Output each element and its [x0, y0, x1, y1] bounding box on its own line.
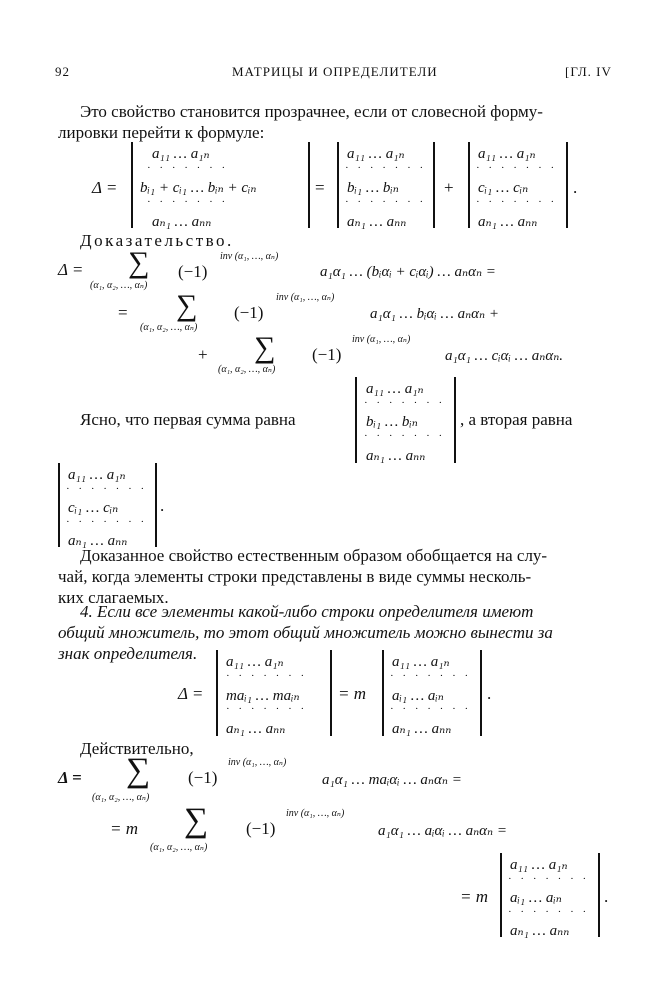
sum-index: (α₁, α₂, …, αₙ) [150, 842, 208, 853]
det-row-n: aₙ₁ … aₙₙ [366, 448, 426, 464]
det2-bar-right [480, 650, 482, 736]
product-term: a₁α₁ … maᵢαᵢ … aₙαₙ = [322, 772, 462, 788]
det-dots-1: · · · · · · · [508, 873, 590, 885]
final-period: . [604, 887, 609, 906]
intro-line-1: Это свойство становится прозрачнее, если от словесной форму- [80, 102, 543, 121]
det2-dots-1: · · · · · · · [390, 670, 472, 682]
det-bar-right [598, 853, 600, 937]
sigma-symbol: ∑ [126, 752, 151, 789]
clarity-text-middle: , а вторая равна [460, 410, 573, 429]
det-row-1: a₁₁ … a₁ₙ [366, 381, 424, 397]
sum-index: (α₁, α₂, …, αₙ) [218, 364, 276, 375]
det-dots-2: · · · · · · · [66, 516, 148, 528]
generalization-line-3: ких слагаемых. [58, 588, 169, 607]
inv-exponent: inv (α₁, …, αₙ) [286, 808, 345, 819]
det-bar-right [330, 650, 332, 736]
sigma-symbol: ∑ [176, 289, 198, 322]
det2-row-n: aₙ₁ … aₙₙ [347, 214, 407, 230]
sign-factor: (−1) [234, 303, 264, 322]
delta-symbol: Δ = [178, 684, 204, 703]
det-bar-right [454, 377, 456, 463]
det2-bar-left [337, 142, 339, 228]
det-row-1: a₁₁ … a₁ₙ [68, 467, 126, 483]
property4-line-2: общий множитель, то этот общий множитель можно вынести за [58, 623, 553, 642]
det-row-n: aₙ₁ … aₙₙ [510, 923, 570, 939]
det-dots-2: · · · · · · · [508, 906, 590, 918]
running-title: МАТРИЦЫ И ОПРЕДЕЛИТЕЛИ [232, 64, 438, 79]
det-bar-left [58, 463, 60, 547]
equals-sign: = [315, 178, 325, 197]
det-row-c: cᵢ₁ … cᵢₙ [68, 500, 119, 516]
property4-line-3: знак определителя. [58, 644, 198, 663]
sigma-symbol: ∑ [254, 331, 276, 364]
det-bar-left [216, 650, 218, 736]
det-bar-left [355, 377, 357, 463]
det3-row-n: aₙ₁ … aₙₙ [478, 214, 538, 230]
formula-period: . [573, 178, 578, 197]
delta-symbol: Δ = [92, 178, 118, 197]
sum-index: (α₁, α₂, …, αₙ) [92, 792, 150, 803]
sign-factor: (−1) [246, 819, 276, 838]
det-bar-right [155, 463, 157, 547]
sign-factor: (−1) [188, 768, 218, 787]
det2-row-b: bᵢ₁ … bᵢₙ [347, 180, 399, 196]
inv-exponent: inv (α₁, …, αₙ) [228, 757, 287, 768]
det-bar-left [131, 142, 133, 228]
det-row-n: aₙ₁ … aₙₙ [68, 533, 128, 549]
det-dots-1: · · · · · · · [226, 670, 308, 682]
sigma-symbol: ∑ [128, 246, 150, 279]
det2-dots-2: · · · · · · · [390, 703, 472, 715]
clarity-text-before: Ясно, что первая сумма равна [80, 410, 296, 429]
formula-period: . [487, 684, 492, 703]
equals-m: = m [460, 887, 488, 906]
det2-bar-left [382, 650, 384, 736]
det2-bar-right [433, 142, 435, 228]
det3-bar-right [566, 142, 568, 228]
det2-row-n: aₙ₁ … aₙₙ [392, 721, 452, 737]
det3-row-1: a₁₁ … a₁ₙ [478, 146, 536, 162]
inv-exponent: inv (α₁, …, αₙ) [276, 292, 335, 303]
generalization-line-2: чай, когда элементы строки представлены в виде суммы несколь- [58, 567, 532, 586]
det1-row-n: aₙ₁ … aₙₙ [152, 214, 212, 230]
det-dots-2: · · · · · · · [226, 703, 308, 715]
det3-bar-left [468, 142, 470, 228]
det1-dots-2: · · · · · · · [147, 196, 229, 208]
inv-exponent: inv (α₁, …, αₙ) [352, 334, 411, 345]
plus-sign: + [198, 345, 208, 364]
det-bar-right [308, 142, 310, 228]
det-dots-1: · · · · · · · [364, 397, 446, 409]
det-dots-1: · · · · · · · [66, 483, 148, 495]
product-term: a₁α₁ … (bᵢαᵢ + cᵢαᵢ) … aₙαₙ = [320, 264, 496, 280]
proof-heading: Доказательство. [80, 231, 234, 250]
plus-sign: + [444, 178, 454, 197]
intro-line-2: лировки перейти к формуле: [58, 123, 265, 142]
det2-dots-2: · · · · · · · [345, 196, 427, 208]
chapter-label: [ГЛ. IV [565, 64, 612, 79]
det-row-1: a₁₁ … a₁ₙ [510, 857, 568, 873]
det2-row-a: aᵢ₁ … aᵢₙ [392, 688, 444, 704]
det3-dots-1: · · · · · · · [476, 162, 558, 174]
det3-dots-2: · · · · · · · [476, 196, 558, 208]
det2-row-1: a₁₁ … a₁ₙ [347, 146, 405, 162]
det1-row-1: a₁₁ … a₁ₙ [152, 146, 210, 162]
det2-dots-1: · · · · · · · [345, 162, 427, 174]
det-row-ma: maᵢ₁ … maᵢₙ [226, 688, 300, 704]
equals-sign: = [118, 303, 128, 322]
inv-exponent: inv (α₁, …, αₙ) [220, 251, 279, 262]
det-row-1: a₁₁ … a₁ₙ [226, 654, 284, 670]
product-term: a₁α₁ … aᵢαᵢ … aₙαₙ = [378, 823, 508, 839]
actually-heading: Действительно, [80, 739, 194, 758]
equals-m: = m [338, 684, 366, 703]
equals-m: = m [110, 819, 138, 838]
det1-row-sum: bᵢ₁ + cᵢ₁ … bᵢₙ + cᵢₙ [140, 180, 257, 196]
det2-row-1: a₁₁ … a₁ₙ [392, 654, 450, 670]
det-dots-2: · · · · · · · [364, 430, 446, 442]
generalization-line-1: Доказанное свойство естественным образом обобщается на слу- [80, 546, 548, 565]
sign-factor: (−1) [178, 262, 208, 281]
delta-symbol: Δ = [58, 260, 84, 279]
product-term: a₁α₁ … bᵢαᵢ … aₙαₙ + [370, 306, 500, 322]
page-number: 92 [55, 64, 70, 79]
sum-index: (α₁, α₂, …, αₙ) [140, 322, 198, 333]
clarity-period: . [160, 496, 165, 515]
det-row-b: bᵢ₁ … bᵢₙ [366, 414, 418, 430]
sign-factor: (−1) [312, 345, 342, 364]
sum-index: (α₁, α₂, …, αₙ) [90, 280, 148, 291]
det-row-a: aᵢ₁ … aᵢₙ [510, 890, 562, 906]
det-row-n: aₙ₁ … aₙₙ [226, 721, 286, 737]
det-bar-left [500, 853, 502, 937]
product-term: a₁α₁ … cᵢαᵢ … aₙαₙ. [445, 348, 564, 364]
det3-row-c: cᵢ₁ … cᵢₙ [478, 180, 529, 196]
delta-symbol: Δ = [58, 768, 82, 787]
sigma-symbol: ∑ [184, 802, 209, 839]
property4-line-1: 4. Если все элементы какой-либо строки определителя имеют [80, 602, 534, 621]
det1-dots-1: · · · · · · · [147, 162, 229, 174]
